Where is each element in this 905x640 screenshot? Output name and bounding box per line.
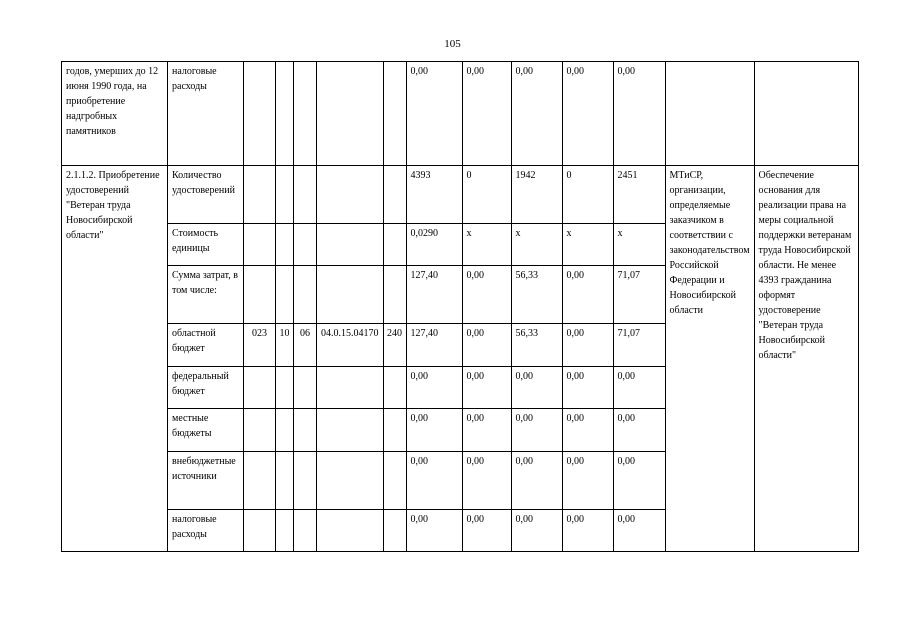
value-cell: 2451: [613, 166, 665, 224]
value-cell: 0,00: [462, 409, 511, 452]
executor-cell: МТиСР, организации, определяемые заказчиком в соответствии с законодательством Российской Федерации и Новосибирской области: [665, 166, 754, 552]
value-cell: 0,00: [511, 510, 562, 552]
value-cell: 0,00: [613, 510, 665, 552]
value-cell: 0,00: [613, 367, 665, 409]
code-cell: 04.0.15.04170: [317, 324, 384, 367]
value-cell: 0,00: [562, 62, 613, 166]
value-cell: 0,00: [406, 409, 462, 452]
code-cell: [244, 266, 276, 324]
value-cell: 0,00: [511, 62, 562, 166]
value-cell: 0,00: [613, 452, 665, 510]
executor-cell: [665, 62, 754, 166]
code-cell: [276, 166, 294, 224]
code-cell: [276, 266, 294, 324]
code-cell: [294, 266, 317, 324]
code-cell: [276, 367, 294, 409]
value-cell: 0,00: [613, 409, 665, 452]
code-cell: [383, 62, 406, 166]
result-cell: Обеспечение основания для реализации права на меры социальной поддержки ветеранам труда Новосибирской области. Не менее 4393 гражданина оформят удостоверение "Ветеран труда Новосибирской области": [754, 166, 858, 552]
indicator-cell: внебюджетные источники: [168, 452, 244, 510]
code-cell: 06: [294, 324, 317, 367]
value-cell: 0,00: [613, 62, 665, 166]
indicator-cell: федеральный бюджет: [168, 367, 244, 409]
value-cell: 0,00: [406, 510, 462, 552]
value-cell: х: [511, 224, 562, 266]
value-cell: 56,33: [511, 266, 562, 324]
code-cell: [294, 510, 317, 552]
code-cell: [244, 367, 276, 409]
value-cell: 4393: [406, 166, 462, 224]
value-cell: 0,00: [562, 452, 613, 510]
code-cell: [276, 510, 294, 552]
value-cell: 1942: [511, 166, 562, 224]
activity-name-cell: годов, умерших до 12 июня 1990 года, на приобретение надгробных памятников: [62, 62, 168, 166]
code-cell: [244, 62, 276, 166]
value-cell: 0,00: [406, 367, 462, 409]
indicator-cell: Количество удостоверений: [168, 166, 244, 224]
value-cell: 56,33: [511, 324, 562, 367]
code-cell: [244, 224, 276, 266]
code-cell: [383, 367, 406, 409]
table-row: [62, 62, 859, 166]
code-cell: 023: [244, 324, 276, 367]
code-cell: [294, 62, 317, 166]
value-cell: 0,00: [562, 367, 613, 409]
code-cell: [317, 452, 384, 510]
page-number: 105: [444, 38, 461, 50]
code-cell: [317, 510, 384, 552]
value-cell: 0,00: [562, 510, 613, 552]
code-cell: [317, 409, 384, 452]
value-cell: 0,00: [511, 367, 562, 409]
code-cell: [383, 409, 406, 452]
value-cell: 0: [462, 166, 511, 224]
value-cell: 127,40: [406, 266, 462, 324]
code-cell: [276, 224, 294, 266]
code-cell: [294, 224, 317, 266]
value-cell: 0,00: [462, 510, 511, 552]
code-cell: [294, 166, 317, 224]
code-cell: [276, 409, 294, 452]
value-cell: 0,00: [462, 452, 511, 510]
code-cell: [317, 224, 384, 266]
result-cell: [754, 62, 858, 166]
indicator-cell: налоговые расходы: [168, 62, 244, 166]
code-cell: [294, 409, 317, 452]
value-cell: 0,00: [406, 62, 462, 166]
code-cell: [383, 266, 406, 324]
value-cell: х: [462, 224, 511, 266]
code-cell: 10: [276, 324, 294, 367]
value-cell: х: [613, 224, 665, 266]
value-cell: 0,00: [406, 452, 462, 510]
code-cell: [383, 166, 406, 224]
code-cell: [294, 367, 317, 409]
value-cell: 127,40: [406, 324, 462, 367]
value-cell: 0,00: [462, 324, 511, 367]
program-activities-table: [61, 61, 859, 552]
code-cell: [244, 409, 276, 452]
indicator-cell: местные бюджеты: [168, 409, 244, 452]
value-cell: х: [562, 224, 613, 266]
indicator-cell: Стоимость единицы: [168, 224, 244, 266]
code-cell: [383, 452, 406, 510]
value-cell: 0,00: [462, 367, 511, 409]
code-cell: [294, 452, 317, 510]
value-cell: 0,00: [511, 452, 562, 510]
indicator-cell: областной бюджет: [168, 324, 244, 367]
value-cell: 71,07: [613, 324, 665, 367]
code-cell: [244, 166, 276, 224]
code-cell: [244, 510, 276, 552]
value-cell: 0,0290: [406, 224, 462, 266]
code-cell: [276, 62, 294, 166]
value-cell: 0,00: [562, 324, 613, 367]
value-cell: 0,00: [562, 409, 613, 452]
indicator-cell: налоговые расходы: [168, 510, 244, 552]
value-cell: 0,00: [462, 266, 511, 324]
activity-name-cell: 2.1.1.2. Приобретение удостоверений "Ветеран труда Новосибирской области": [62, 166, 168, 552]
code-cell: [317, 62, 384, 166]
value-cell: 0: [562, 166, 613, 224]
code-cell: [317, 367, 384, 409]
code-cell: [276, 452, 294, 510]
code-cell: [383, 510, 406, 552]
table-row: [62, 166, 859, 224]
indicator-cell: Сумма затрат, в том числе:: [168, 266, 244, 324]
code-cell: [317, 166, 384, 224]
code-cell: [317, 266, 384, 324]
value-cell: 0,00: [562, 266, 613, 324]
value-cell: 0,00: [511, 409, 562, 452]
code-cell: 240: [383, 324, 406, 367]
code-cell: [383, 224, 406, 266]
code-cell: [244, 452, 276, 510]
value-cell: 0,00: [462, 62, 511, 166]
value-cell: 71,07: [613, 266, 665, 324]
